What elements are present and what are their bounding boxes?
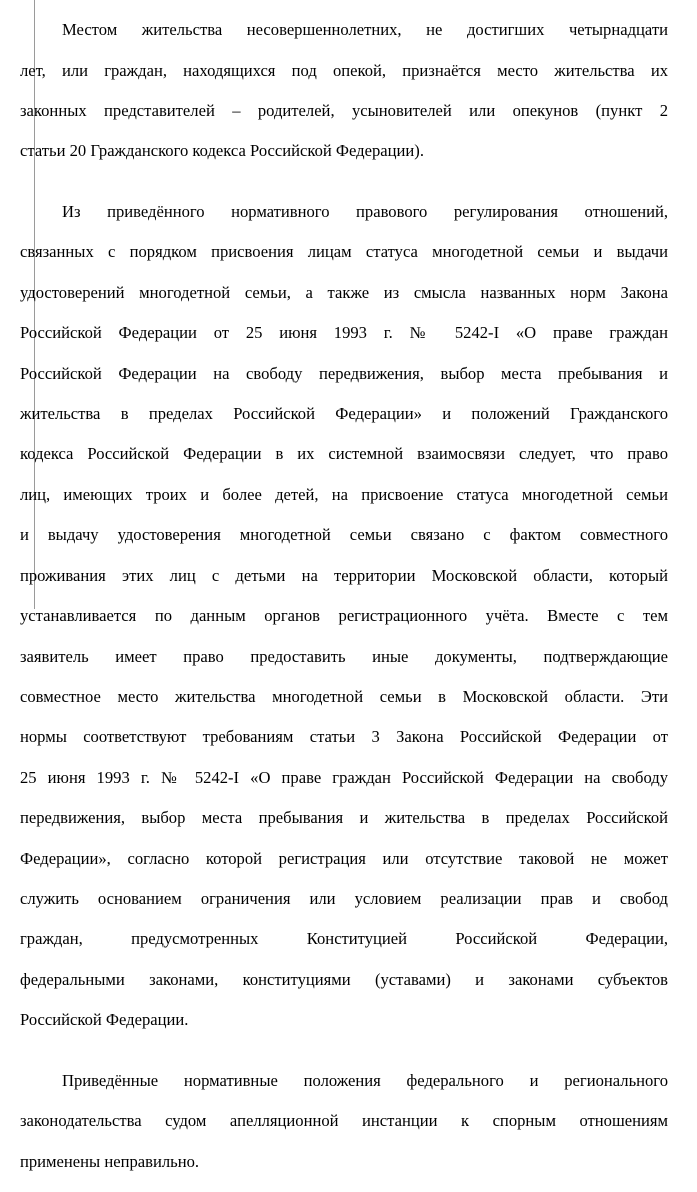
text-line: Местом жительства несовершеннолетних, не достигших четырнадцати bbox=[62, 20, 668, 40]
paragraph-regulation-analysis bbox=[20, 182, 668, 1051]
text-line: кодекса Российской Федерации в их системной взаимосвязи следует, что право bbox=[20, 444, 668, 464]
text-line: заявитель имеет право предоставить иные документы, подтверждающие bbox=[20, 646, 668, 666]
paragraph-conclusion bbox=[20, 1051, 668, 1192]
text-line: связанных с порядком присвоения лицам статуса многодетной семьи и выдачи bbox=[20, 242, 668, 262]
text-line: Федерации», согласно которой регистрация или отсутствие таковой не может bbox=[20, 848, 668, 868]
text-line: 25 июня 1993 г. № 5242-I «О праве граждан Российской Федерации на свободу bbox=[20, 767, 668, 787]
text-line: служить основанием ограничения или условием реализации прав и свобод bbox=[20, 888, 668, 908]
text-line: Российской Федерации. bbox=[20, 1010, 189, 1030]
text-line: статьи 20 Гражданского кодекса Российской Федерации). bbox=[20, 141, 424, 161]
text-line: устанавливается по данным органов регистрационного учёта. Вместе с тем bbox=[20, 606, 668, 626]
text-line: Приведённые нормативные положения федерального и регионального bbox=[62, 1070, 668, 1090]
paragraph-residence-of-minors bbox=[20, 0, 668, 182]
text-line: проживания этих лиц с детьми на территории Московской области, который bbox=[20, 565, 668, 585]
text-line: лиц, имеющих троих и более детей, на присвоение статуса многодетной семьи bbox=[20, 484, 668, 504]
text-line: передвижения, выбор места пребывания и жительства в пределах Российской bbox=[20, 808, 668, 828]
text-line: совместное место жительства многодетной семьи в Московской области. Эти bbox=[20, 686, 668, 706]
text-line: Из приведённого нормативного правового регулирования отношений, bbox=[62, 202, 668, 222]
text-line: лет, или граждан, находящихся под опекой, признаётся место жительства их bbox=[20, 60, 668, 80]
text-line: граждан, предусмотренных Конституцией Российской Федерации, bbox=[20, 929, 668, 949]
text-line: удостоверений многодетной семьи, а также из смысла названных норм Закона bbox=[20, 282, 668, 302]
text-line: и выдачу удостоверения многодетной семьи связано с фактом совместного bbox=[20, 525, 668, 545]
document-body bbox=[20, 0, 668, 1192]
text-line: Российской Федерации на свободу передвижения, выбор места пребывания и bbox=[20, 363, 668, 383]
text-line: законных представителей – родителей, усыновителей или опекунов (пункт 2 bbox=[20, 101, 668, 121]
text-line: применены неправильно. bbox=[20, 1151, 200, 1171]
text-line: законодательства судом апелляционной инстанции к спорным отношениям bbox=[20, 1111, 668, 1131]
text-line: федеральными законами, конституциями (уставами) и законами субъектов bbox=[20, 969, 668, 989]
text-line: Российской Федерации от 25 июня 1993 г. № 5242-I «О праве граждан bbox=[20, 323, 668, 343]
text-line: жительства в пределах Российской Федерации» и положений Гражданского bbox=[20, 404, 668, 424]
text-line: нормы соответствуют требованиям статьи 3 Закона Российской Федерации от bbox=[20, 727, 668, 747]
